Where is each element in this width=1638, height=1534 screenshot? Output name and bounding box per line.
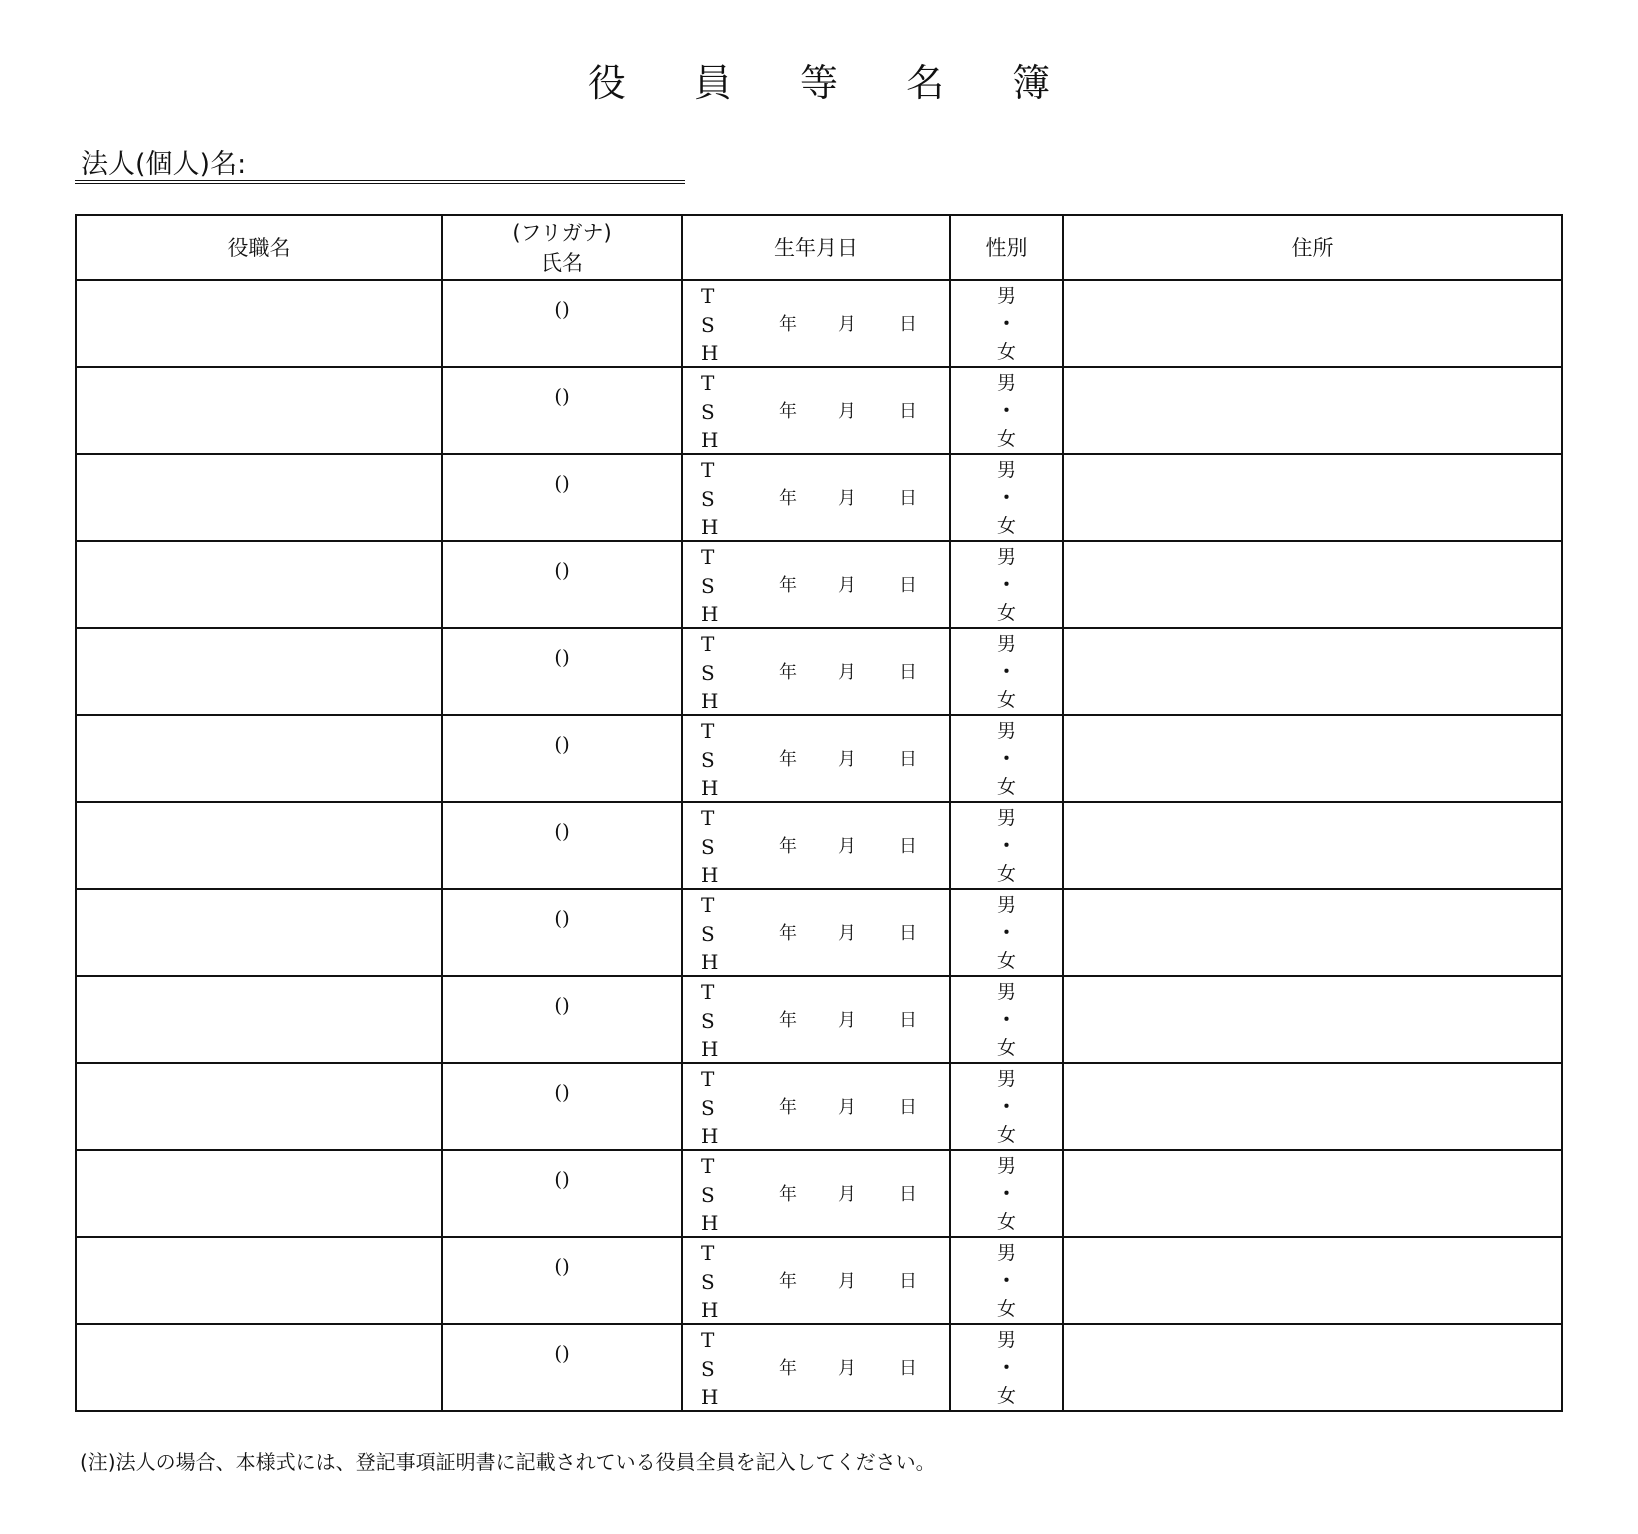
year-label: 年	[779, 1010, 797, 1031]
furigana-paren: ()	[554, 471, 570, 495]
day-label: 日	[899, 1271, 917, 1292]
dob-cell[interactable]	[682, 280, 950, 367]
year-label: 年	[779, 401, 797, 422]
sex-male: 男	[996, 546, 1016, 568]
month-label: 月	[838, 1010, 856, 1031]
sex-separator: ・	[996, 1183, 1016, 1205]
era-showa: S	[701, 835, 715, 859]
era-taisho: T	[701, 806, 715, 830]
sex-separator: ・	[996, 1009, 1016, 1031]
name-cell[interactable]	[442, 280, 682, 367]
era-taisho: T	[701, 893, 715, 917]
address-cell[interactable]	[1063, 454, 1562, 541]
position-cell[interactable]	[76, 454, 442, 541]
sex-female: 女	[996, 1037, 1016, 1059]
era-heisei: H	[701, 1037, 719, 1061]
month-label: 月	[838, 1358, 856, 1379]
era-heisei: H	[701, 1211, 719, 1235]
year-label: 年	[779, 923, 797, 944]
era-heisei: H	[701, 1124, 719, 1148]
era-showa: S	[701, 487, 715, 511]
day-label: 日	[899, 401, 917, 422]
era-heisei: H	[701, 950, 719, 974]
address-cell[interactable]	[1063, 1237, 1562, 1324]
dob-cell[interactable]	[682, 628, 950, 715]
table-row	[76, 367, 1562, 454]
position-cell[interactable]	[76, 1063, 442, 1150]
table-header-row	[76, 215, 1562, 280]
era-heisei: H	[701, 1385, 719, 1409]
month-label: 月	[838, 923, 856, 944]
month-label: 月	[838, 1271, 856, 1292]
table-row	[76, 541, 1562, 628]
address-cell[interactable]	[1063, 889, 1562, 976]
month-label: 月	[838, 1184, 856, 1205]
month-label: 月	[838, 401, 856, 422]
era-showa: S	[701, 1183, 715, 1207]
dob-cell[interactable]	[682, 715, 950, 802]
day-label: 日	[899, 314, 917, 335]
era-heisei: H	[701, 689, 719, 713]
address-cell[interactable]	[1063, 1063, 1562, 1150]
furigana-paren: ()	[554, 906, 570, 930]
day-label: 日	[899, 1097, 917, 1118]
name-cell[interactable]	[442, 976, 682, 1063]
position-cell[interactable]	[76, 628, 442, 715]
year-label: 年	[779, 749, 797, 770]
sex-male: 男	[996, 459, 1016, 481]
year-label: 年	[779, 836, 797, 857]
name-cell[interactable]	[442, 1063, 682, 1150]
era-showa: S	[701, 1270, 715, 1294]
sex-male: 男	[996, 1068, 1016, 1090]
name-cell[interactable]	[442, 889, 682, 976]
header-name	[442, 215, 682, 280]
era-showa: S	[701, 1096, 715, 1120]
sex-female: 女	[996, 776, 1016, 798]
sex-male: 男	[996, 720, 1016, 742]
sex-female: 女	[996, 602, 1016, 624]
table-row	[76, 1150, 1562, 1237]
era-taisho: T	[701, 980, 715, 1004]
sex-male: 男	[996, 372, 1016, 394]
dob-cell[interactable]	[682, 1237, 950, 1324]
dob-cell[interactable]	[682, 541, 950, 628]
sex-cell[interactable]	[950, 802, 1063, 889]
table-row	[76, 1237, 1562, 1324]
furigana-paren: ()	[554, 1080, 570, 1104]
dob-cell[interactable]	[682, 454, 950, 541]
name-cell[interactable]	[442, 715, 682, 802]
year-label: 年	[779, 575, 797, 596]
day-label: 日	[899, 1010, 917, 1031]
furigana-paren: ()	[554, 1254, 570, 1278]
day-label: 日	[899, 575, 917, 596]
dob-cell[interactable]	[682, 1063, 950, 1150]
sex-separator: ・	[996, 574, 1016, 596]
position-cell[interactable]	[76, 541, 442, 628]
sex-separator: ・	[996, 1270, 1016, 1292]
table-row	[76, 1324, 1562, 1411]
sex-separator: ・	[996, 313, 1016, 335]
corporate-name-field[interactable]	[75, 150, 685, 184]
document-title: 役 員 等 名 簿	[587, 61, 1079, 105]
era-heisei: H	[701, 863, 719, 887]
sex-separator: ・	[996, 400, 1016, 422]
header-dob: 生年月日	[682, 215, 950, 280]
sex-cell[interactable]	[950, 454, 1063, 541]
era-taisho: T	[701, 458, 715, 482]
sex-separator: ・	[996, 1357, 1016, 1379]
era-taisho: T	[701, 1067, 715, 1091]
position-cell[interactable]	[76, 715, 442, 802]
dob-cell[interactable]	[682, 1324, 950, 1411]
sex-cell[interactable]	[950, 628, 1063, 715]
sex-separator: ・	[996, 661, 1016, 683]
sex-cell[interactable]	[950, 1150, 1063, 1237]
officer-roster-table	[75, 214, 1563, 1412]
sex-separator: ・	[996, 487, 1016, 509]
dob-cell[interactable]	[682, 1150, 950, 1237]
sex-male: 男	[996, 1329, 1016, 1351]
month-label: 月	[838, 749, 856, 770]
sex-separator: ・	[996, 1096, 1016, 1118]
position-cell[interactable]	[76, 976, 442, 1063]
month-label: 月	[838, 662, 856, 683]
year-label: 年	[779, 314, 797, 335]
name-cell[interactable]	[442, 628, 682, 715]
table-row	[76, 976, 1562, 1063]
furigana-paren: ()	[554, 645, 570, 669]
sex-male: 男	[996, 633, 1016, 655]
sex-female: 女	[996, 515, 1016, 537]
era-showa: S	[701, 313, 715, 337]
day-label: 日	[899, 488, 917, 509]
table-row	[76, 280, 1562, 367]
day-label: 日	[899, 923, 917, 944]
table-row	[76, 1063, 1562, 1150]
sex-female: 女	[996, 863, 1016, 885]
address-cell[interactable]	[1063, 541, 1562, 628]
sex-cell[interactable]	[950, 280, 1063, 367]
era-taisho: T	[701, 371, 715, 395]
era-showa: S	[701, 400, 715, 424]
sex-female: 女	[996, 950, 1016, 972]
day-label: 日	[899, 1358, 917, 1379]
furigana-paren: ()	[554, 558, 570, 582]
dob-cell[interactable]	[682, 367, 950, 454]
sex-cell[interactable]	[950, 976, 1063, 1063]
era-heisei: H	[701, 341, 719, 365]
sex-separator: ・	[996, 922, 1016, 944]
sex-female: 女	[996, 689, 1016, 711]
position-cell[interactable]	[76, 280, 442, 367]
sex-male: 男	[996, 981, 1016, 1003]
era-showa: S	[701, 1357, 715, 1381]
era-taisho: T	[701, 1328, 715, 1352]
sex-separator: ・	[996, 835, 1016, 857]
table-row	[76, 889, 1562, 976]
era-taisho: T	[701, 545, 715, 569]
header-name-label: 氏名	[541, 250, 583, 275]
address-cell[interactable]	[1063, 280, 1562, 367]
roster-body	[76, 280, 1562, 1411]
day-label: 日	[899, 662, 917, 683]
furigana-paren: ()	[554, 297, 570, 321]
sex-male: 男	[996, 1242, 1016, 1264]
era-showa: S	[701, 661, 715, 685]
position-cell[interactable]	[76, 889, 442, 976]
sex-male: 男	[996, 807, 1016, 829]
year-label: 年	[779, 662, 797, 683]
era-heisei: H	[701, 776, 719, 800]
position-cell[interactable]	[76, 1237, 442, 1324]
sex-male: 男	[996, 285, 1016, 307]
table-row	[76, 715, 1562, 802]
sex-cell[interactable]	[950, 1237, 1063, 1324]
table-row	[76, 628, 1562, 715]
name-cell[interactable]	[442, 1324, 682, 1411]
era-taisho: T	[701, 719, 715, 743]
era-showa: S	[701, 748, 715, 772]
table-row	[76, 802, 1562, 889]
sex-cell[interactable]	[950, 1324, 1063, 1411]
sex-separator: ・	[996, 748, 1016, 770]
address-cell[interactable]	[1063, 367, 1562, 454]
furigana-paren: ()	[554, 819, 570, 843]
header-sex: 性別	[950, 215, 1063, 280]
address-cell[interactable]	[1063, 976, 1562, 1063]
month-label: 月	[838, 1097, 856, 1118]
sex-female: 女	[996, 1211, 1016, 1233]
sex-cell[interactable]	[950, 715, 1063, 802]
name-cell[interactable]	[442, 802, 682, 889]
year-label: 年	[779, 488, 797, 509]
furigana-paren: ()	[554, 993, 570, 1017]
position-cell[interactable]	[76, 1324, 442, 1411]
era-taisho: T	[701, 1241, 715, 1265]
address-cell[interactable]	[1063, 715, 1562, 802]
header-furigana: (フリガナ)	[512, 220, 612, 245]
year-label: 年	[779, 1097, 797, 1118]
address-cell[interactable]	[1063, 1150, 1562, 1237]
name-cell[interactable]	[442, 541, 682, 628]
day-label: 日	[899, 749, 917, 770]
sex-female: 女	[996, 1124, 1016, 1146]
header-position: 役職名	[76, 215, 442, 280]
sex-male: 男	[996, 894, 1016, 916]
address-cell[interactable]	[1063, 802, 1562, 889]
address-cell[interactable]	[1063, 628, 1562, 715]
era-heisei: H	[701, 602, 719, 626]
era-showa: S	[701, 1009, 715, 1033]
era-heisei: H	[701, 515, 719, 539]
sex-cell[interactable]	[950, 889, 1063, 976]
name-cell[interactable]	[442, 1150, 682, 1237]
day-label: 日	[899, 836, 917, 857]
month-label: 月	[838, 314, 856, 335]
era-taisho: T	[701, 284, 715, 308]
year-label: 年	[779, 1358, 797, 1379]
dob-cell[interactable]	[682, 802, 950, 889]
era-heisei: H	[701, 428, 719, 452]
name-cell[interactable]	[442, 367, 682, 454]
sex-female: 女	[996, 428, 1016, 450]
era-taisho: T	[701, 1154, 715, 1178]
year-label: 年	[779, 1184, 797, 1205]
address-cell[interactable]	[1063, 1324, 1562, 1411]
position-cell[interactable]	[76, 802, 442, 889]
month-label: 月	[838, 488, 856, 509]
name-cell[interactable]	[442, 1237, 682, 1324]
table-row	[76, 454, 1562, 541]
furigana-paren: ()	[554, 1341, 570, 1365]
month-label: 月	[838, 575, 856, 596]
furigana-paren: ()	[554, 732, 570, 756]
sex-cell[interactable]	[950, 1063, 1063, 1150]
day-label: 日	[899, 1184, 917, 1205]
month-label: 月	[838, 836, 856, 857]
era-showa: S	[701, 574, 715, 598]
furigana-paren: ()	[554, 1167, 570, 1191]
sex-female: 女	[996, 1385, 1016, 1407]
sex-female: 女	[996, 1298, 1016, 1320]
position-cell[interactable]	[76, 1150, 442, 1237]
era-taisho: T	[701, 632, 715, 656]
sex-male: 男	[996, 1155, 1016, 1177]
year-label: 年	[779, 1271, 797, 1292]
dob-cell[interactable]	[682, 976, 950, 1063]
corporate-name-label: 法人(個人)名:	[81, 149, 247, 180]
sex-female: 女	[996, 341, 1016, 363]
dob-cell[interactable]	[682, 889, 950, 976]
era-heisei: H	[701, 1298, 719, 1322]
header-address: 住所	[1063, 215, 1562, 280]
furigana-paren: ()	[554, 384, 570, 408]
position-cell[interactable]	[76, 367, 442, 454]
sex-cell[interactable]	[950, 541, 1063, 628]
sex-cell[interactable]	[950, 367, 1063, 454]
era-showa: S	[701, 922, 715, 946]
footnote: (注)法人の場合、本様式には、登記事項証明書に記載されている役員全員を記入してください。	[80, 1450, 936, 1474]
name-cell[interactable]	[442, 454, 682, 541]
